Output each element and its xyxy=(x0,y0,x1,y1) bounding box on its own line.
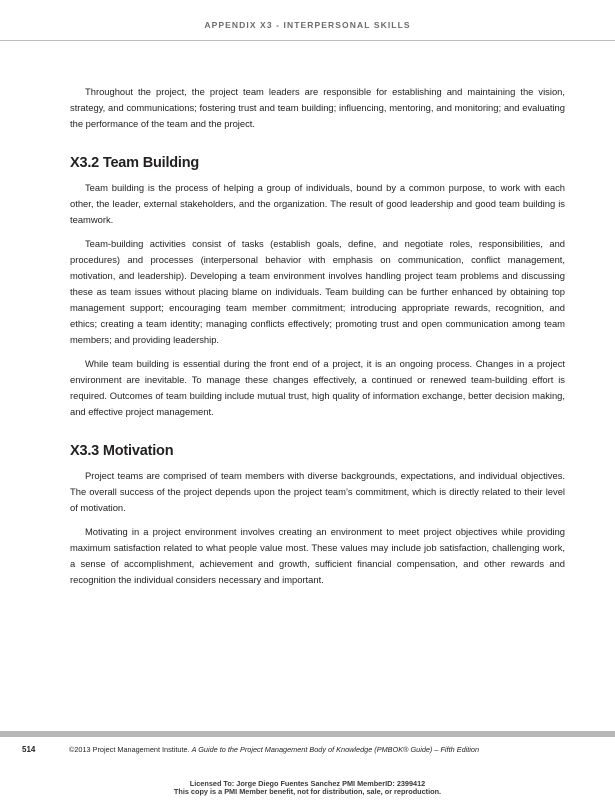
motivation-paragraph-1: Project teams are comprised of team members with diverse backgrounds, expectations, and individual objectives. The overall success of the project depends upon the project team’s commitment, which is directly related to their level of motivation. xyxy=(70,470,565,513)
page-number: 514 xyxy=(22,745,36,754)
copyright-prefix: ©2013 Project Management Institute. xyxy=(69,745,192,754)
section-heading-motivation: X3.3 Motivation xyxy=(70,443,174,459)
section-heading-team-building: X3.2 Team Building xyxy=(70,155,200,171)
team-building-paragraph-2: Team-building activities consist of tasks (establish goals, define, and negotiate roles, responsibilities, and procedures) and processes (interpersonal behavior with emphasis on communication, conflict management, motivation, and leadership). Developing a team environment involves handling project team problems and discussing these as team issues without placing blame on individuals. Team building can be further enhanced by obtaining top management support; encouraging team member commitment; introducing appropriate rewards, recognition, and ethics; creating a team identity; managing conflicts effectively; promoting trust and open communication among team members; and providing leadership. xyxy=(70,238,565,345)
page-footer xyxy=(22,744,592,756)
page-body xyxy=(70,84,565,596)
motivation-paragraph-2: Motivating in a project environment involves creating an environment to meet project objectives while providing maximum satisfaction related to what people value most. These values may include job satisfaction, challenging work, a sense of accomplishment, achievement and growth, sufficient financial compensation, and other rewards and recognition the individual considers necessary and important. xyxy=(70,526,565,585)
book-title: A Guide to the Project Management Body of Knowledge (PMBOK® Guide) – Fifth Edition xyxy=(191,745,480,754)
license-line-2: This copy is a PMI Member benefit, not for distribution, sale, or reproduction. xyxy=(173,787,442,796)
footer-rule xyxy=(0,731,615,737)
running-title: APPENDIX X3 - INTERPERSONAL SKILLS xyxy=(204,20,411,30)
intro-paragraph: Throughout the project, the project team leaders are responsible for establishing and maintaining the vision, strategy, and communications; fostering trust and team building; influencing, mentoring, and monitoring; and evaluating the performance of the team and the project. xyxy=(70,86,565,129)
license-line-1: Licensed To: Jorge Diego Fuentes Sanchez PMI MemberID: 2399412 xyxy=(189,779,426,788)
team-building-paragraph-1: Team building is the process of helping a group of individuals, bound by a common purpose, to work with each other, the leader, external stakeholders, and the organization. The result of good leadership and good team building is teamwork. xyxy=(70,182,565,225)
team-building-paragraph-3: While team building is essential during the front end of a project, it is an ongoing process. Changes in a project environment are inevitable. To manage these changes effectively, a continued or renewed team-building effort is required. Outcomes of team building include mutual trust, high quality of information exchange, better decision making, and effective project management. xyxy=(70,358,565,417)
copyright-notice xyxy=(69,744,479,756)
running-header xyxy=(0,0,615,41)
